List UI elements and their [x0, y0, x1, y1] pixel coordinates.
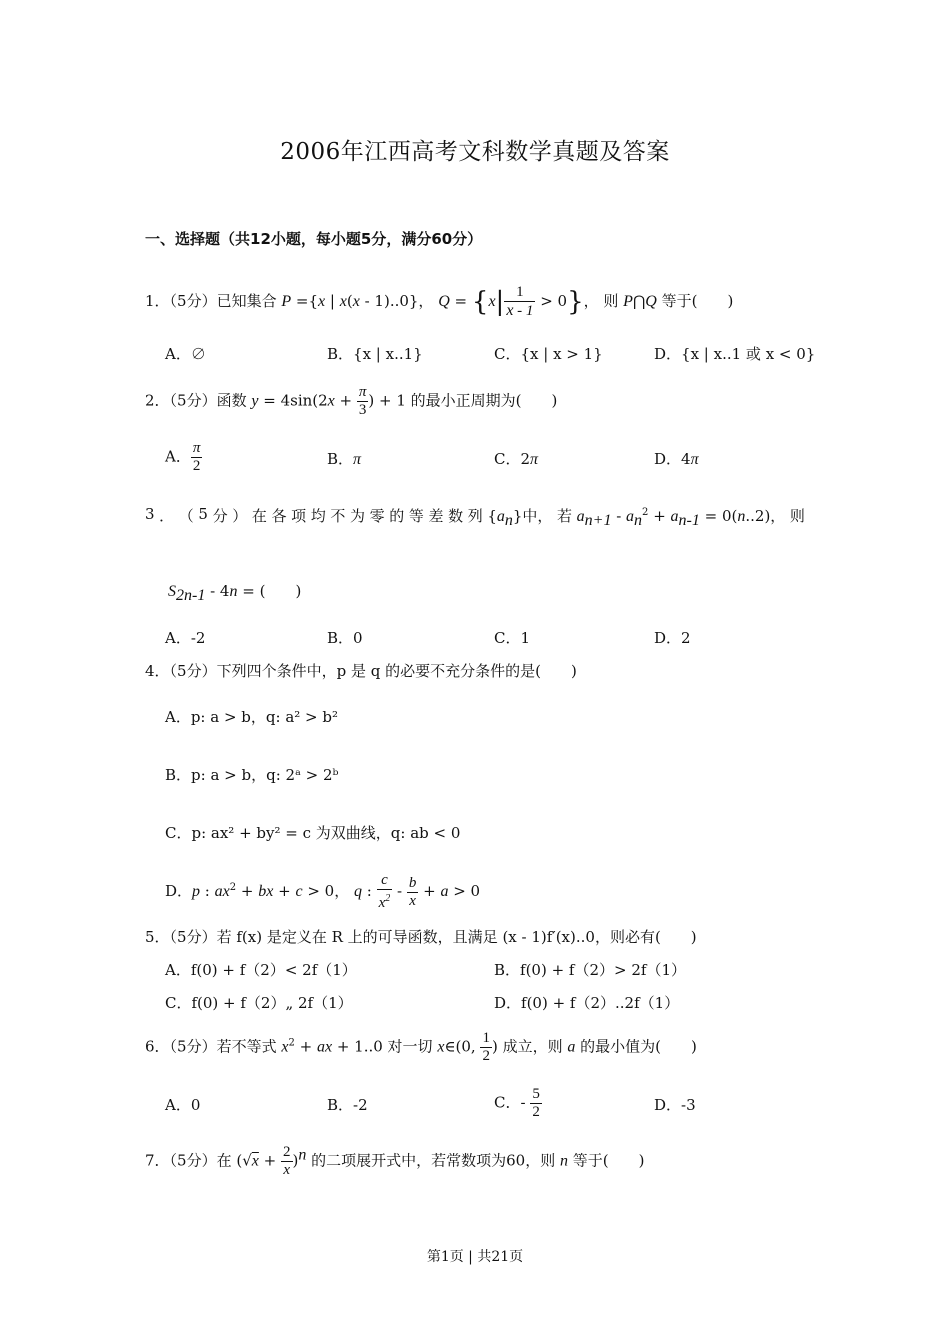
- question-6: 6．（5分）若不等式 $x^2$ + ax + 1..0 对一切 x∈(0, $\frac{1}{2}$ ) 成立，则 a 的最小值为( ): [145, 1030, 697, 1064]
- question-3-continued: $S_{2n-1} - 4n$ = ( ): [168, 582, 302, 604]
- option-a: A．∅: [165, 345, 206, 363]
- option-a: A．0: [165, 1096, 201, 1114]
- question-4: 4．（5分）下列四个条件中，p 是 q 的必要不充分条件的是( ): [145, 662, 577, 680]
- option-d: D．-3: [654, 1096, 696, 1114]
- page-footer: 第1页 | 共21页: [426, 1249, 524, 1265]
- question-4-option-a: A．p: a > b，q: a² > b²: [165, 708, 339, 726]
- option-b: B．-2: [327, 1096, 368, 1114]
- option-b: B．π: [327, 450, 362, 468]
- question-4-option-b: B．p: a > b，q: 2ᵃ > 2ᵇ: [165, 766, 339, 784]
- question-4-option-d: D．p : $ax^2$ + bx + c > 0， q : $\frac{c}{x^2}$ - $\frac{b}{x}$ + a > 0: [165, 872, 481, 911]
- question-4-option-c: C．p: ax² + by² = c 为双曲线，q: ab < 0: [165, 824, 461, 842]
- option-b: B．{x | x..1}: [327, 345, 423, 363]
- question-3: 3 ． （ 5 分 ） 在 各 项 均 不 为 零 的 等 差 数 列 $\{a_n\}$中， 若 $a_{n+1} - a_n^2 + a_{n-1} = 0(n..2)$， 则: [145, 505, 805, 529]
- option-a: A．-2: [165, 629, 206, 647]
- question-2: 2．（5分）函数 y = 4sin(2x + $\frac{\pi}{3}$ ) + 1 的最小正周期为( ): [145, 384, 558, 418]
- question-5: 5．（5分）若 f(x) 是定义在 R 上的可导函数，且满足 (x - 1)f′(x)..0，则必有( ): [145, 928, 697, 946]
- question-7: 7．（5分）在 (√x + $\frac{2}{x}$ )$^n$ 的二项展开式中，若常数项为60，则 n 等于( ): [145, 1144, 645, 1178]
- question-1: 1．（5分）已知集合 P ={x | x(x - 1)..0}， Q = {x| $\frac{1}{x - 1}$ > 0}， 则 P⋂Q 等于( ): [145, 284, 734, 319]
- option-d: D．4π: [654, 450, 699, 468]
- question-5-option-a: A．f(0) + f（2）< 2f（1）: [165, 961, 357, 979]
- option-c: C．2π: [494, 450, 539, 468]
- question-5-option-d: D．f(0) + f（2）..2f（1）: [494, 994, 680, 1012]
- option-d: D．2: [654, 629, 691, 647]
- question-5-option-b: B．f(0) + f（2）> 2f（1）: [494, 961, 686, 979]
- option-b: B．0: [327, 629, 363, 647]
- option-c: C．1: [494, 629, 531, 647]
- option-c: C．{x | x > 1}: [494, 345, 603, 363]
- option-a: A． $\frac{\pi}{2}$: [165, 440, 201, 474]
- section-heading: 一、选择题（共12小题，每小题5分，满分60分）: [145, 230, 483, 248]
- page-title: 2006年江西高考文科数学真题及答案: [280, 139, 670, 165]
- option-c: C．- $\frac{5}{2}$: [494, 1086, 540, 1120]
- option-d: D．{x | x..1 或 x < 0}: [654, 345, 816, 363]
- question-5-option-c: C．f(0) + f（2）„ 2f（1）: [165, 994, 353, 1012]
